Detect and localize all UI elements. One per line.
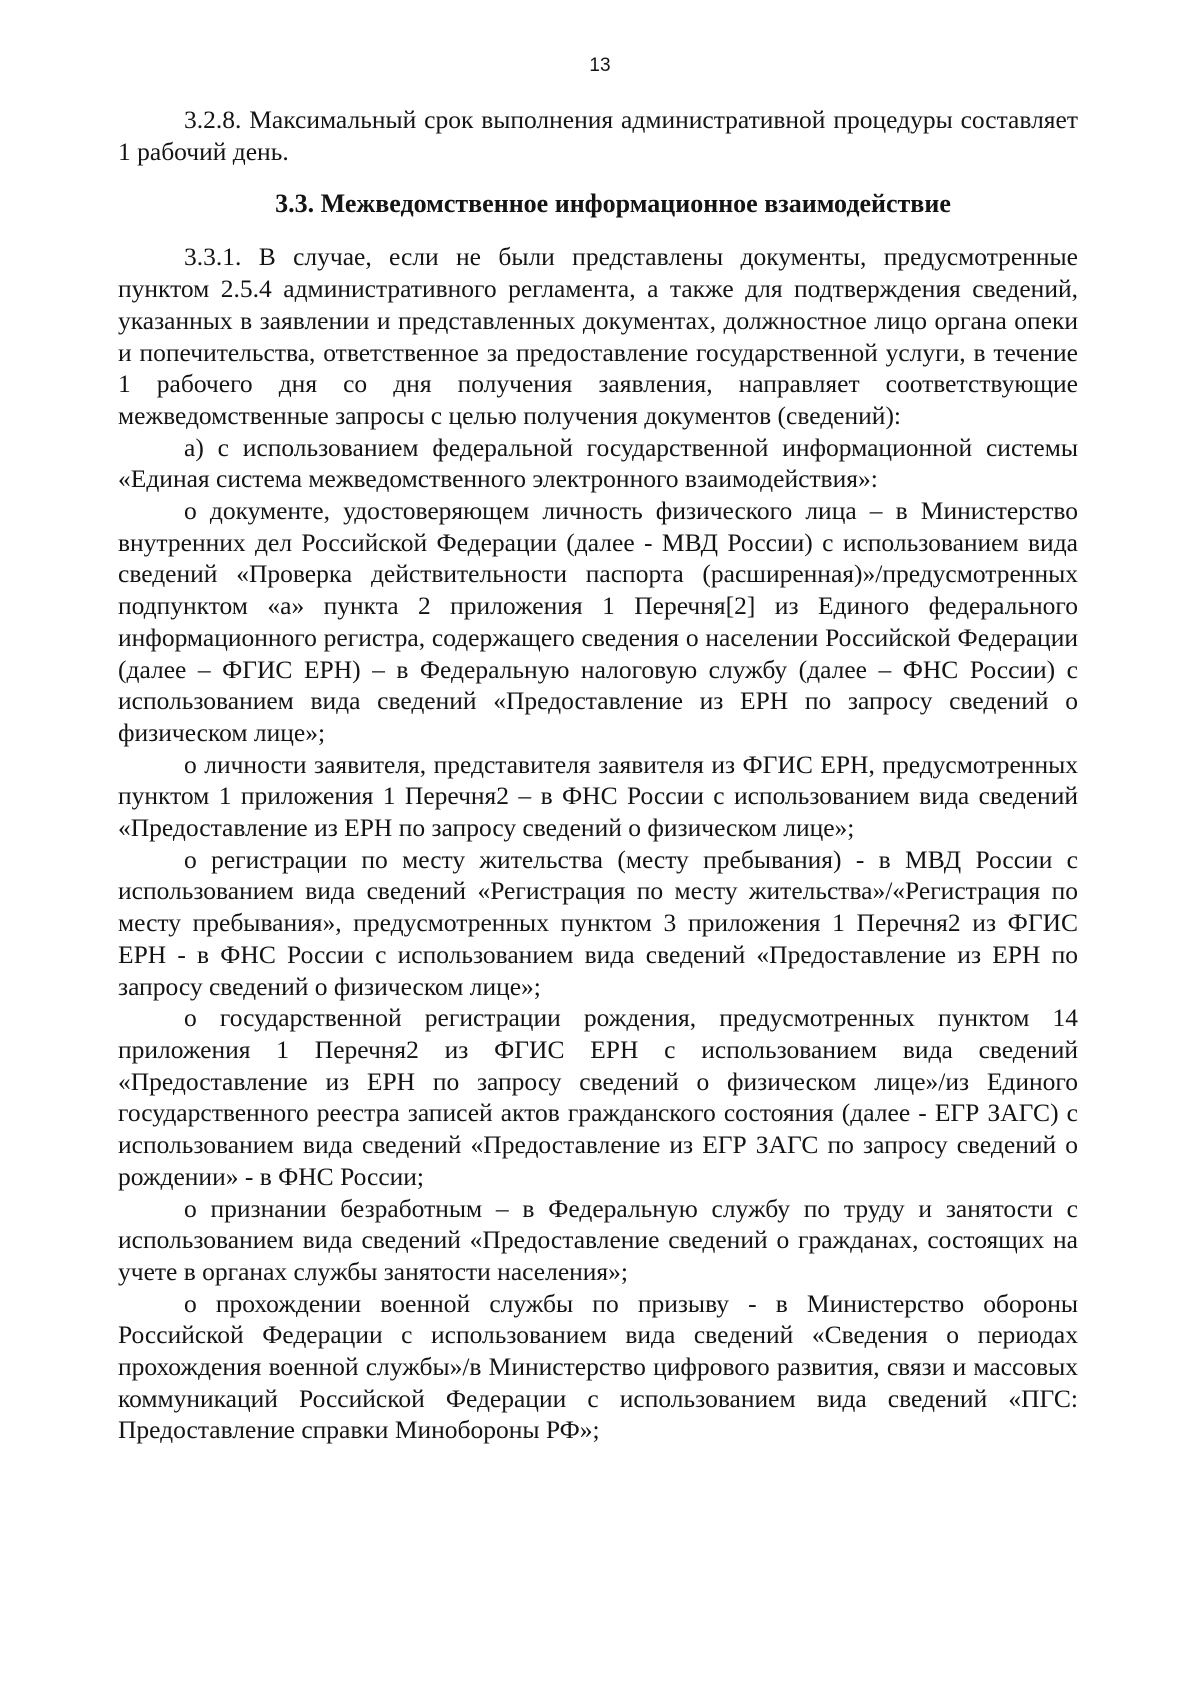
paragraph-subitem-a: а) с использованием федеральной государственной информационной системы «Единая система межведомственного электронного взаимодействия»: [118, 432, 1078, 494]
document-body [118, 104, 1078, 1446]
page-number: 13 [589, 55, 611, 76]
paragraph-unemployment: о признании безработным – в Федеральную службу по труду и занятости с использованием вида сведений «Предоставление сведений о гражданах, состоящих на учете в органах службы занятости населения»; [118, 1193, 1078, 1286]
paragraph-residence-registration: о регистрации по месту жительства (месту пребывания) - в МВД России с использованием вида сведений «Регистрация по месту жительства»/«Регистрация по месту пребывания», предусмотренных пунктом 3 приложения 1 Перечня2 из ФГИС ЕРН - в ФНС России с использованием вида сведений «Предоставление из ЕРН по запросу сведений о физическом лице»; [118, 844, 1078, 1001]
paragraph-identity-document: о документе, удостоверяющем личность физического лица – в Министерство внутренних дел Российской Федерации (далее - МВД России) с использованием вида сведений «Проверка действительности паспорта (расширенная)»/предусмотренных подпунктом «а» пункта 2 приложения 1 Перечня[2] из Единого федерального информационного регистра, содержащего сведения о населении Российской Федерации (далее – ФГИС ЕРН) – в Федеральную налоговую службу (далее – ФНС России) с использованием вида сведений «Предоставление из ЕРН по запросу сведений о физическом лице»; [118, 496, 1078, 747]
paragraph-applicant-identity: о личности заявителя, представителя заявителя из ФГИС ЕРН, предусмотренных пунктом 1 приложения 1 Перечня2 – в ФНС России с использованием вида сведений «Предоставление из ЕРН по запросу сведений о физическом лице»; [118, 749, 1078, 843]
paragraph-3-3-1: 3.3.1. В случае, если не были представлены документы, предусмотренные пунктом 2.5.4 административного регламента, а также для подтверждения сведений, указанных в заявлении и представленных документах, должностное лицо органа опеки и попечительства, ответственное за предоставление государственной услуги, в течение 1 рабочего дня со дня получения заявления, направляет соответствующие межведомственные запросы с целью получения документов (сведений): [118, 242, 1078, 430]
paragraph-3-2-8: 3.2.8. Максимальный срок выполнения административной процедуры составляет 1 рабочий день. [118, 105, 1078, 166]
paragraph-military-service: о прохождении военной службы по призыву - в Министерство обороны Российской Федерации с использованием вида сведений «Сведения о периодах прохождения военной службы»/в Министерство цифрового развития, связи и массовых коммуникаций Российской Федерации с использованием вида сведений «ПГС: Предоставление справки Минобороны РФ»; [118, 1288, 1078, 1445]
section-heading: 3.3. Межведомственное информационное взаимодействие [275, 189, 951, 219]
paragraph-birth-registration: о государственной регистрации рождения, предусмотренных пунктом 14 приложения 1 Перечня2 из ФГИС ЕРН с использованием вида сведений «Предоставление из ЕРН по запросу сведений о физическом лице»/из Единого государственного реестра записей актов гражданского состояния (далее - ЕГР ЗАГС) с использованием вида сведений «Предоставление из ЕГР ЗАГС по запросу сведений о рождении» - в ФНС России; [118, 1003, 1078, 1191]
